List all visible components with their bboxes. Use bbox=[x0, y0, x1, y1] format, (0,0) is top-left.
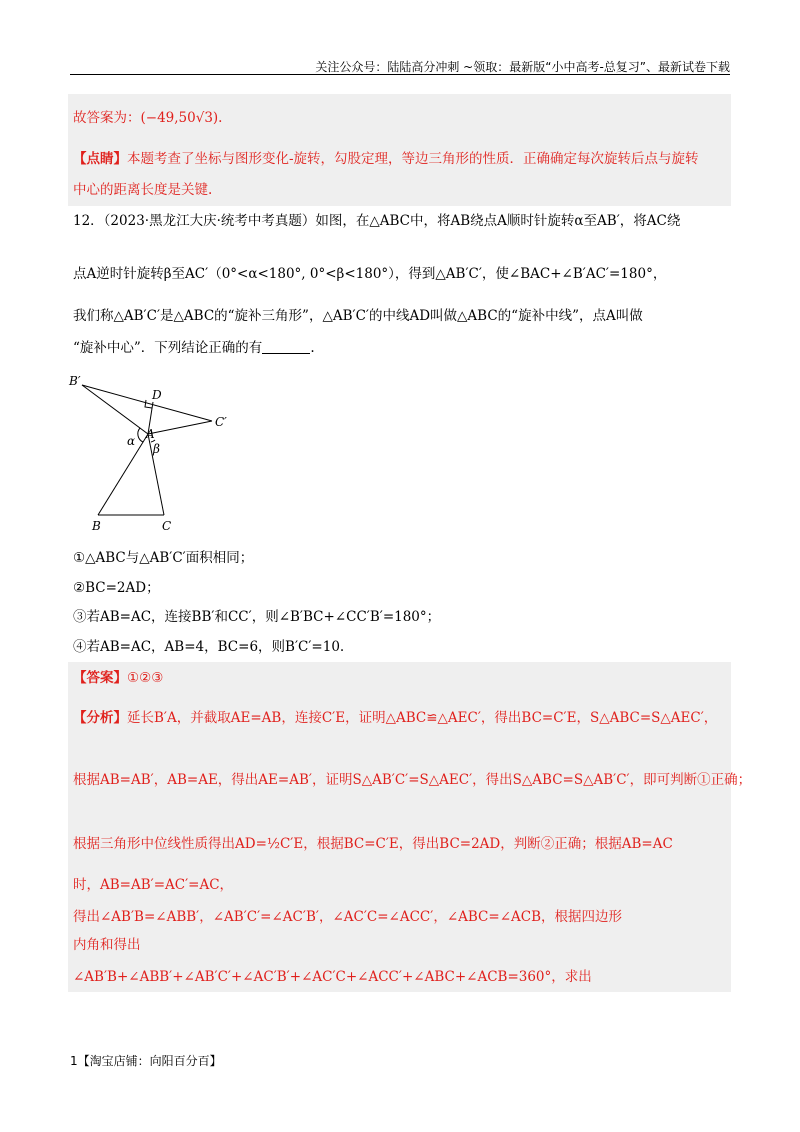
label-b-prime: B′ bbox=[69, 374, 81, 388]
geometry-figure bbox=[66, 370, 246, 532]
prev-comment-line-1 bbox=[73, 149, 699, 169]
question-text-4: “旋补中心”．下列结论正确的有 bbox=[73, 340, 263, 356]
page-footer: 1【淘宝店铺：向阳百分百】 bbox=[70, 1054, 222, 1068]
label-c: C bbox=[162, 519, 172, 532]
label-c-prime: C′ bbox=[215, 415, 227, 429]
question-line-2: 点A逆时针旋转β至AC′（0°<α<180°, 0°<β<180°），得到△AB′C′，使∠BAC+∠B′AC′=180°， bbox=[73, 266, 667, 282]
page-header: 关注公众号：陆陆高分冲刺 ~领取：最新版“小中高考-总复习”、最新试卷下载 bbox=[315, 60, 730, 74]
analysis-line-2: 根据AB=AB′，AB=AE，得出AE=AB′，证明S△AB′C′=S△AEC′，得出S△ABC=S△AB′C′，即可判断①正确； bbox=[73, 772, 752, 788]
answer-text: ①②③ bbox=[127, 670, 164, 686]
label-d: D bbox=[152, 388, 162, 402]
question-line-3: 我们称△AB′C′是△ABC的“旋补三角形”，△AB′C′的中线AD叫做△ABC的“旋补中线”，点A叫做 bbox=[73, 308, 643, 324]
option-4: ④若AB=AC，AB=4，BC=6，则B′C′=10. bbox=[73, 639, 345, 655]
comment-tag: 【点睛】 bbox=[73, 151, 127, 167]
analysis-line-3: 根据三角形中位线性质得出AD=½C′E，根据BC=C′E，得出BC=2AD，判断②正确；根据AB=AC bbox=[73, 836, 673, 852]
answer-blank bbox=[262, 339, 310, 354]
label-beta: β bbox=[153, 442, 160, 456]
question-line-4 bbox=[73, 338, 315, 358]
prev-answer-line: 故答案为：(−49,50√3). bbox=[73, 110, 223, 126]
question-line-1: 12．（2023·黑龙江大庆·统考中考真题）如图，在△ABC中，将AB绕点A顺时针旋转α至AB′，将AC绕 bbox=[73, 213, 681, 229]
answer-tag: 【答案】 bbox=[73, 670, 127, 686]
label-alpha: α bbox=[127, 434, 136, 448]
analysis-line-5: 得出∠AB′B=∠ABB′，∠AB′C′=∠AC′B′，∠AC′C=∠ACC′，∠ABC=∠ACB，根据四边形 bbox=[73, 909, 623, 925]
option-1: ①△ABC与△AB′C′面积相同； bbox=[73, 550, 254, 566]
comment-text-1: 本题考查了坐标与图形变化-旋转，勾股定理，等边三角形的性质．正确确定每次旋转后点与旋转 bbox=[127, 151, 699, 167]
analysis-text-1: 延长B′A，并截取AE=AB，连接C′E，证明△ABC≌△AEC′，得出BC=C′E，S△ABC=S△AEC′， bbox=[127, 710, 718, 726]
answer-line bbox=[73, 668, 163, 688]
segment-b-prime-a bbox=[82, 385, 148, 434]
segment-a-b bbox=[98, 434, 148, 515]
segment-b-prime-c-prime bbox=[82, 385, 212, 421]
analysis-line-6: 内角和得出 bbox=[73, 937, 141, 953]
analysis-line-4: 时，AB=AB′=AC′=AC， bbox=[73, 877, 234, 893]
header-rule bbox=[70, 74, 730, 75]
analysis-tag: 【分析】 bbox=[73, 710, 127, 726]
option-2: ②BC=2AD； bbox=[73, 580, 160, 596]
segment-a-c-prime bbox=[148, 421, 212, 434]
analysis-line-1 bbox=[73, 708, 717, 728]
label-a: A bbox=[146, 427, 155, 441]
option-3: ③若AB=AC，连接BB′和CC′，则∠B′BC+∠CC′B′=180°； bbox=[73, 609, 441, 625]
label-b: B bbox=[92, 519, 101, 532]
question-text-4-end: . bbox=[310, 340, 315, 356]
prev-comment-line-2: 中心的距离长度是关键. bbox=[73, 182, 213, 198]
analysis-line-7: ∠AB′B+∠ABB′+∠AB′C′+∠AC′B′+∠AC′C+∠ACC′+∠ABC+∠ACB=360°，求出 bbox=[73, 969, 592, 985]
